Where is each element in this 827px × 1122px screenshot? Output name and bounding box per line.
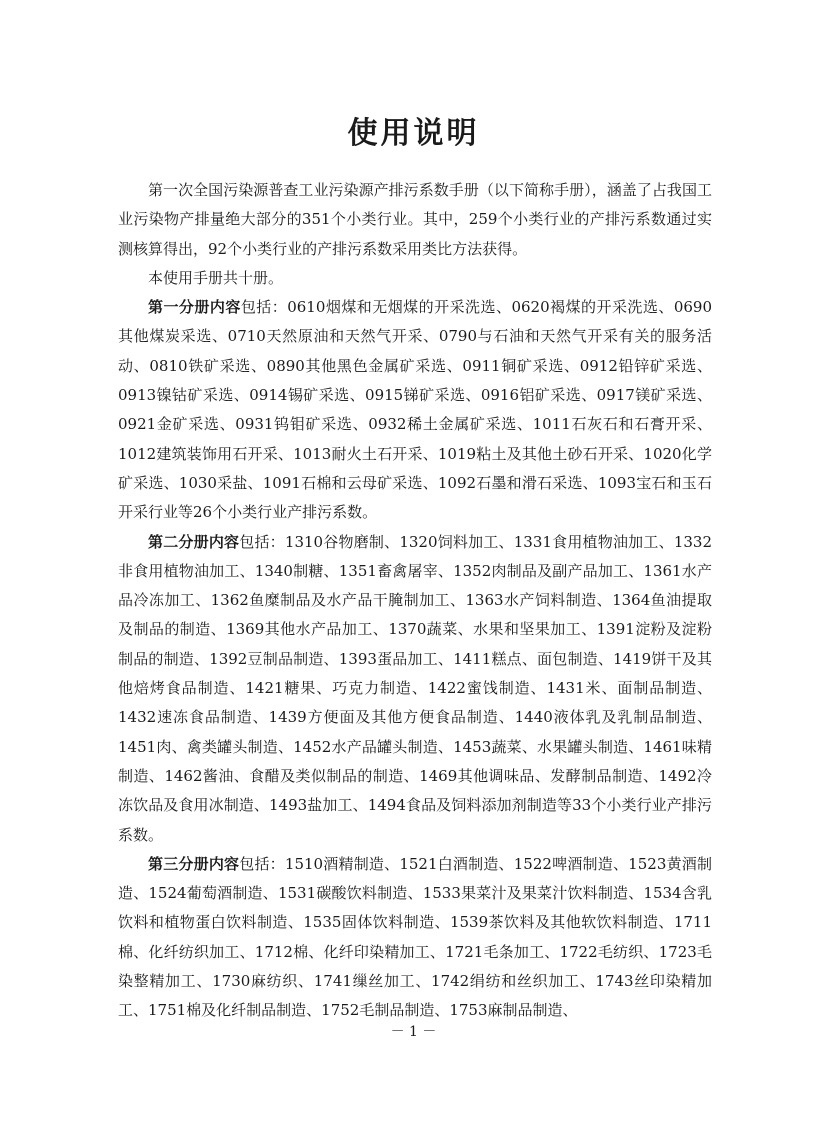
volume2-text: 包括：1310谷物磨制、1320饲料加工、1331食用植物油加工、1332非食用植物油加工、1340制糖、1351畜禽屠宰、1352肉制品及副产品加工、1361水产品冷冻加工、1362鱼糜制品及水产品干腌制加工、1363水产饲料制造、1364鱼油提取及制品的制造、1369其他水产品加工、1370蔬菜、水果和坚果加工、1391淀粉及淀粉制品的制造、1392豆制品制造、1393蛋品加工、1411糕点、面包制造、1419饼干及其他焙烤食品制造、1421糖果、巧克力制造、1422蜜饯制造、1431米、面制品制造、1432速冻食品制造、1439方便面及其他方便食品制造、1440液体乳及乳制品制造、1451肉、禽类罐头制造、1452水产品罐头制造、1453蔬菜、水果罐头制造、1461味精制造、1462酱油、食醋及类似制品的制造、1469其他调味品、发酵制品制造、1492冷冻饮品及食用冰制造、1493盐加工、1494食品及饲料添加剂制造等33个小类行业产排污系数。	[118, 532, 712, 844]
volume1-label: 第一分册内容	[148, 298, 241, 317]
document-body	[118, 176, 712, 1026]
volume2-paragraph	[118, 528, 712, 850]
volume1-paragraph	[118, 293, 712, 527]
page-number: － 1 －	[390, 1024, 437, 1040]
volume-count-paragraph: 本使用手册共十册。	[148, 268, 284, 287]
volume1-text: 包括：0610烟煤和无烟煤的开采洗选、0620褐煤的开采洗选、0690其他煤炭采选、0710天然原油和天然气开采、0790与石油和天然气开采有关的服务活动、0810铁矿采选、0890其他黑色金属矿采选、0911铜矿采选、0912铅锌矿采选、0913镍钴矿采选、0914锡矿采选、0915锑矿采选、0916铝矿采选、0917镁矿采选、0921金矿采选、0931钨钼矿采选、0932稀土金属矿采选、1011石灰石和石膏开采、1012建筑装饰用石开采、1013耐火土石开采、1019粘土及其他土砂石开采、1020化学矿采选、1030采盐、1091石棉和云母矿采选、1092石墨和滑石采选、1093宝石和玉石开采行业等26个小类行业产排污系数。	[118, 298, 712, 522]
page-title: 使用说明	[347, 116, 480, 151]
volume3-paragraph	[118, 850, 712, 1026]
volume3-text: 包括：1510酒精制造、1521白酒制造、1522啤酒制造、1523黄酒制造、1524葡萄酒制造、1531碳酸饮料制造、1533果菜汁及果菜汁饮料制造、1534含乳饮料和植物蛋白饮料制造、1535固体饮料制造、1539茶饮料及其他软饮料制造、1711棉、化纤纺织加工、1712棉、化纤印染精加工、1721毛条加工、1722毛纺织、1723毛染整精加工、1730麻纺织、1741缫丝加工、1742绢纺和丝织加工、1743丝印染精加工、1751棉及化纤制品制造、1752毛制品制造、1753麻制品制造、	[118, 854, 712, 1020]
intro-paragraph: 第一次全国污染源普查工业污染源产排污系数手册（以下简称手册），涵盖了占我国工业污染物产排量绝大部分的351个小类行业。其中，259个小类行业的产排污系数通过实测核算得出，92个小类行业的产排污系数采用类比方法获得。	[118, 181, 712, 258]
volume3-label: 第三分册内容	[148, 854, 240, 873]
volume2-label: 第二分册内容	[148, 532, 240, 551]
